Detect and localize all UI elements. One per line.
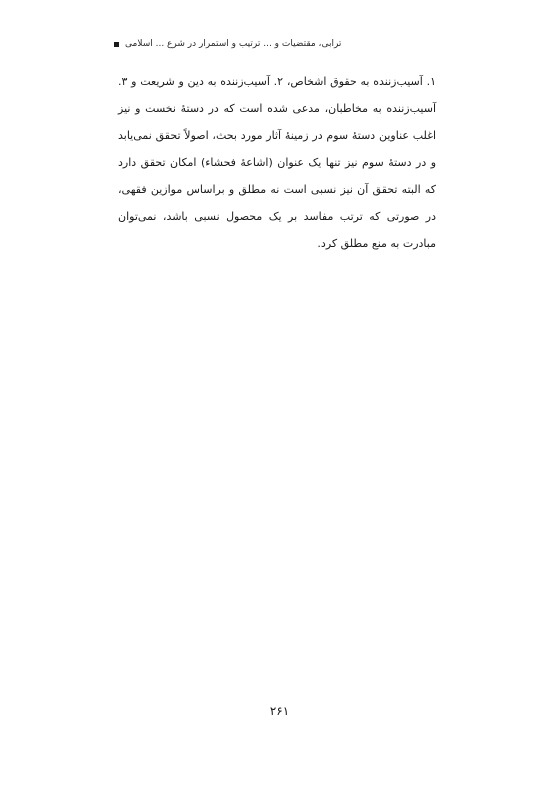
header-bullet-icon bbox=[114, 42, 119, 47]
main-text-block bbox=[118, 68, 436, 257]
running-header bbox=[114, 36, 344, 52]
body-paragraph: ۱. آسیب‌زننده به حقوق اشخاص، ۲. آسیب‌زننده به دین و شریعت و ۳. آسیب‌زننده به مخاطبان، مدعی شده است که در دستهٔ نخست و نیز اغلب عناوین دستهٔ سوم در زمینهٔ آثار مورد بحث، اصولاً تحقق نمی‌یابد و در دستهٔ سوم نیز تنها یک عنوان (اشاعهٔ فحشاء) امکان تحقق دارد که البته تحقق آن نیز نسبی است نه مطلق و براساس موازین فقهی، در صورتی که ترتب مفاسد بر یک محصول نسبی باشد، نمی‌توان مبادرت به منع مطلق کرد. bbox=[118, 75, 437, 250]
running-title: ترابی، مقتضیات و ... ترتیب و استمرار در شرع ... اسلامی bbox=[125, 39, 342, 49]
page-number: ۲۶۱ bbox=[269, 704, 290, 718]
